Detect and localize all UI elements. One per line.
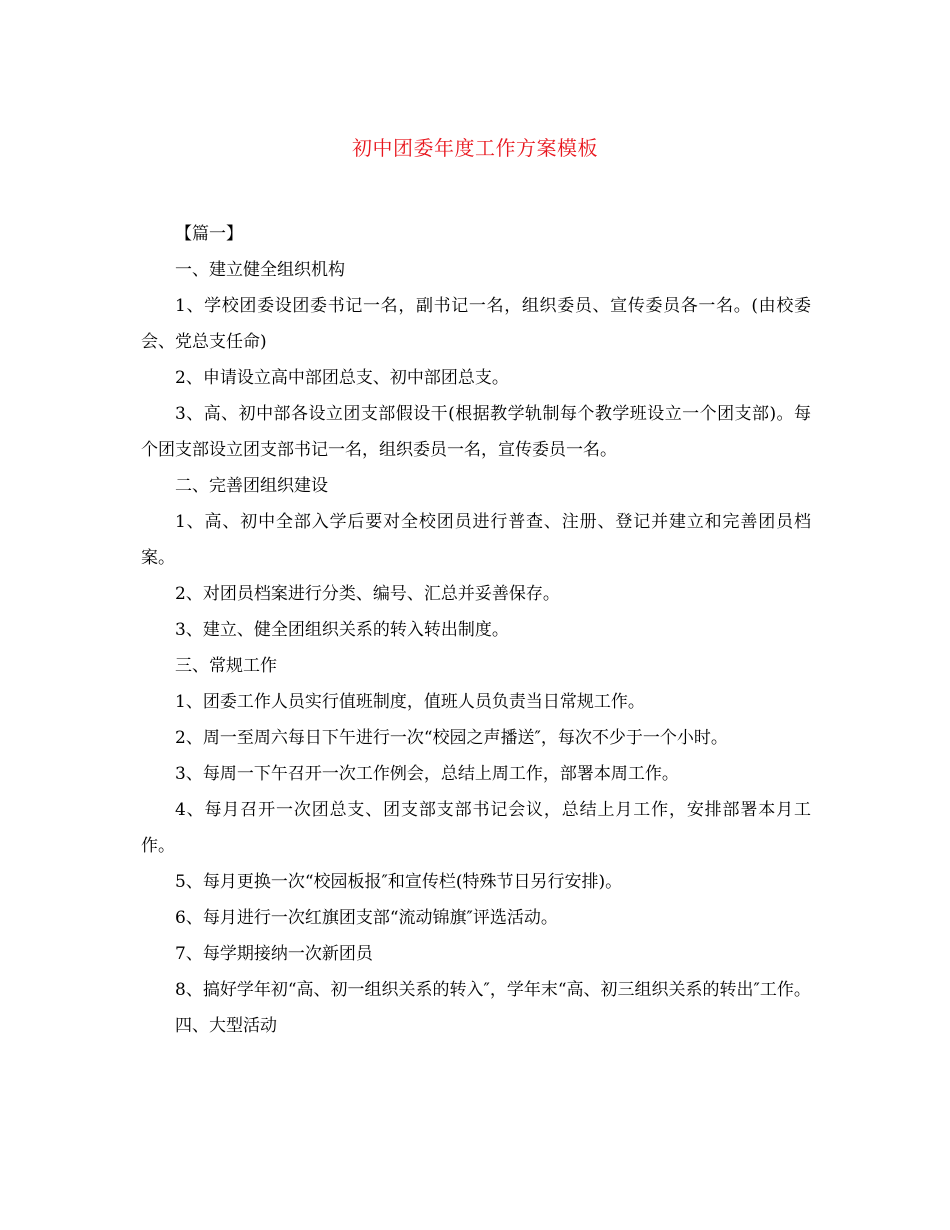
paragraph: 5、每月更换一次“校园板报″和宣传栏(特殊节日另行安排)。 <box>175 872 623 892</box>
paragraph: 1、团委工作人员实行值班制度，值班人员负责当日常规工作。 <box>175 692 645 712</box>
paragraph: 8、搞好学年初“高、初一组织关系的转入″，学年末“高、初三组织关系的转出″工作。 <box>175 980 811 1000</box>
document-title: 初中团委年度工作方案模板 <box>352 136 598 160</box>
heading-2: 二、完善团组织建设 <box>175 476 328 496</box>
paragraph: 6、每月进行一次红旗团支部“流动锦旗″评选活动。 <box>175 908 558 928</box>
paragraph: 2、对团员档案进行分类、编号、汇总并妥善保存。 <box>175 584 560 604</box>
paragraph: 7、每学期接纳一次新团员 <box>175 944 373 964</box>
paragraph: 3、高、初中部各设立团支部假设干(根据教学轨制每个教学班设立一个团支部)。每个团支部设立团支部书记一名，组织委员一名，宣传委员一名。 <box>141 404 811 460</box>
heading-1: 一、建立健全组织机构 <box>175 260 345 280</box>
paragraph: 4、每月召开一次团总支、团支部支部书记会议，总结上月工作，安排部署本月工作。 <box>141 800 811 856</box>
paragraph: 3、每周一下午召开一次工作例会，总结上周工作，部署本周工作。 <box>175 764 679 784</box>
heading-4: 四、大型活动 <box>175 1016 277 1036</box>
paragraph: 3、建立、健全团组织关系的转入转出制度。 <box>175 620 509 640</box>
document-body <box>141 216 811 1044</box>
section-label: 【篇一】 <box>175 224 243 244</box>
paragraph: 2、申请设立高中部团总支、初中部团总支。 <box>175 368 509 388</box>
paragraph: 2、周一至周六每日下午进行一次“校园之声播送″，每次不少于一个小时。 <box>175 728 728 748</box>
paragraph: 1、学校团委设团委书记一名，副书记一名，组织委员、宣传委员各一名。(由校委会、党总支任命) <box>141 296 811 352</box>
heading-3: 三、常规工作 <box>175 656 277 676</box>
paragraph: 1、高、初中全部入学后要对全校团员进行普查、注册、登记并建立和完善团员档案。 <box>141 512 811 568</box>
